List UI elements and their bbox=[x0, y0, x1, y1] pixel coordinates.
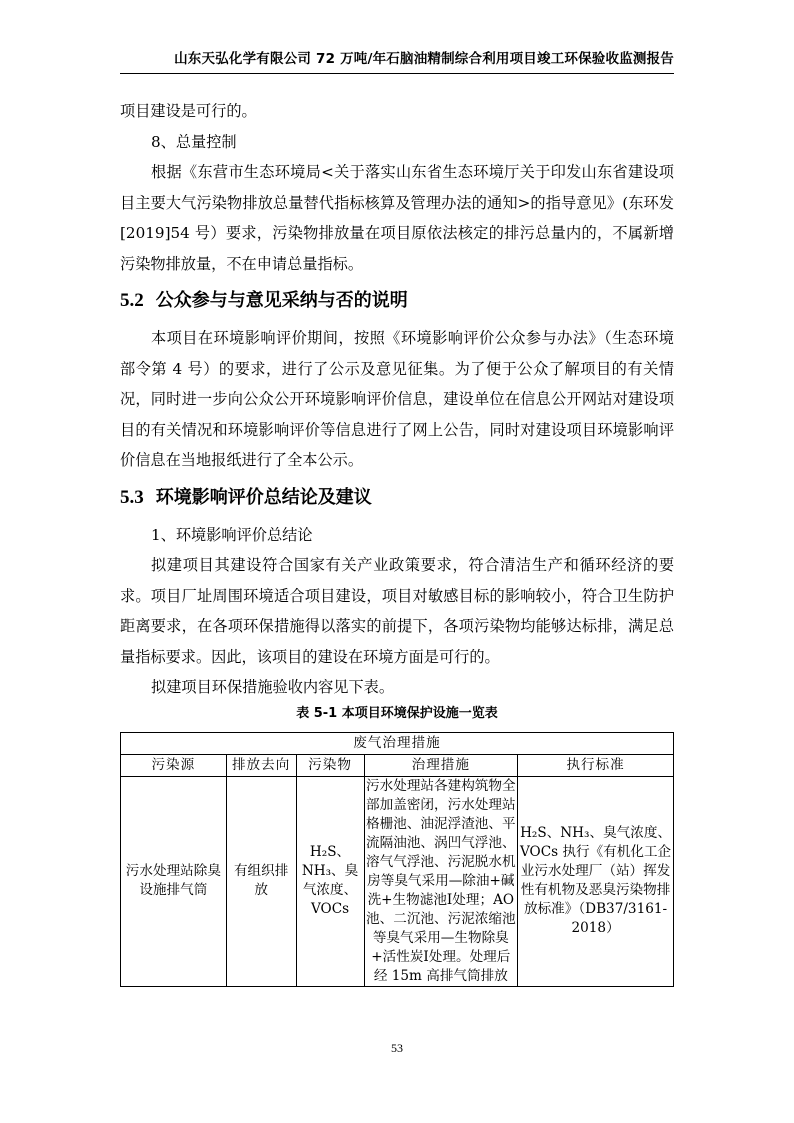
table-group-header-row bbox=[121, 732, 674, 754]
cell-measure: 污水处理站各建构筑物全部加盖密闭，污水处理站格栅池、油泥浮渣池、平流隔油池、涡凹气浮池、溶气气浮池、污泥脱水机房等臭气采用—除油+碱洗+生物滤池Ⅰ处理；AO 池、二沉池、污泥浓缩池等臭气采用—生物除臭+活性炭Ⅰ处理。处理后经 15m 高排气筒排放 bbox=[364, 776, 518, 986]
paragraph-conclusion-body: 拟建项目其建设符合国家有关产业政策要求，符合清洁生产和循环经济的要求。项目厂址周围环境适合项目建设，项目对敏感目标的影响较小，符合卫生防护距离要求，在各项环保措施得以落实的前提下，各项污染物均能够达标排，满足总量指标要求。因此，该项目的建设在环境方面是可行的。 bbox=[120, 556, 674, 666]
cell-source: 污水处理站除臭设施排气筒 bbox=[121, 776, 227, 986]
section-title: 环境影响评价总结论及建议 bbox=[155, 486, 372, 508]
paragraph-conclusion-tail: 项目建设是可行的。 bbox=[120, 102, 257, 120]
paragraph-subheading-conclusion: 1、环境影响评价总结论 bbox=[151, 525, 313, 544]
section-title: 公众参与与意见采纳与否的说明 bbox=[155, 290, 408, 311]
paragraph-table-intro: 拟建项目环保措施验收内容见下表。 bbox=[151, 678, 394, 696]
table-caption: 表 5-1 本项目环境保护设施一览表 bbox=[296, 705, 498, 721]
paragraph-public-participation: 本项目在环境影响评价期间，按照《环境影响评价公众参与办法》（生态环境部令第 4 号）的要求，进行了公示及意见征集。为了便于公众了解项目的有关情况，同时进一步向公众公开环境影响评价信息，建设单位在信息公开网站对建设项目的有关情况和环境影响评价等信息进行了网上公告，同时对建设项目环境影响评价信息在当地报纸进行了全本公示。 bbox=[120, 329, 674, 469]
section-heading-5-3 bbox=[120, 476, 674, 520]
table-column-header-row bbox=[121, 754, 674, 776]
cell-standard: H₂S、NH₃、臭气浓度、VOCs 执行《有机化工企业污水处理厂（站）挥发性有机物及恶臭污染物排放标准》（DB37/3161-2018） bbox=[518, 776, 674, 986]
column-header-source: 污染源 bbox=[121, 754, 227, 776]
running-header: 山东天弘化学有限公司 72 万吨/年石脑油精制综合利用项目竣工环保验收监测报告 bbox=[174, 51, 674, 67]
column-header-standard: 执行标准 bbox=[518, 754, 674, 776]
section-heading-5-2 bbox=[120, 279, 674, 323]
cell-pollutant: H₂S、NH₃、臭气浓度、VOCs bbox=[296, 776, 364, 986]
cell-destination: 有组织排放 bbox=[226, 776, 296, 986]
column-header-destination: 排放去向 bbox=[226, 754, 296, 776]
header-rule bbox=[120, 73, 674, 74]
column-header-measure: 治理措施 bbox=[364, 754, 518, 776]
environmental-facilities-table bbox=[120, 732, 674, 987]
page-number: 53 bbox=[391, 1041, 403, 1055]
table-row bbox=[121, 776, 674, 986]
page-content bbox=[120, 96, 674, 987]
section-number: 5.3 bbox=[120, 486, 144, 508]
table-group-header: 废气治理措施 bbox=[121, 732, 674, 754]
paragraph-total-control-body: 根据《东营市生态环境局<关于落实山东省生态环境厅关于印发山东省建设项目主要大气污染物排放总量替代指标核算及管理办法的通知>的指导意见》(东环发[2019]54 号）要求，污染物排放量在项目原依法核定的排污总量内的，不属新增污染物排放量，不在申请总量指标。 bbox=[120, 163, 674, 273]
column-header-pollutant: 污染物 bbox=[296, 754, 364, 776]
paragraph-total-control-heading: 8、总量控制 bbox=[151, 132, 237, 151]
section-number: 5.2 bbox=[120, 290, 144, 311]
